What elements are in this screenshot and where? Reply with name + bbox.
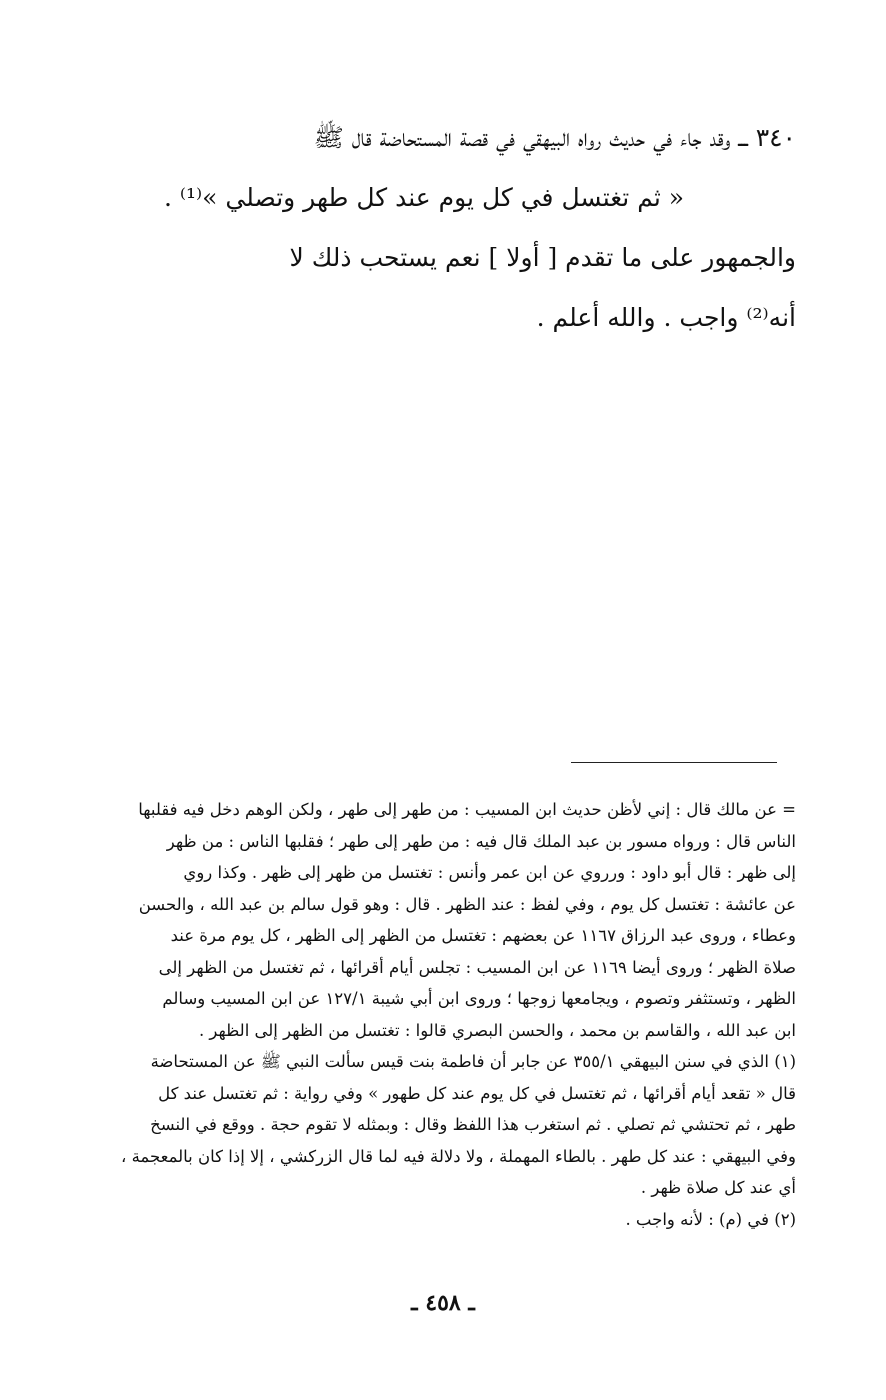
footnote-2: (٢) في (م) : لأنه واجب . bbox=[625, 1209, 796, 1229]
footnotes bbox=[92, 794, 796, 1235]
footnote-line: وفي البيهقي : عند كل طهر . بالطاء المهملة ، ولا دلالة فيه لما قال الزركشي ، إلا إذا كان بالمعجمة ، bbox=[121, 1146, 796, 1166]
footnote-line: عن عائشة : تغتسل كل يوم ، وفي لفظ : عند الظهر . قال : وهو قول سالم بن عبد الله ، والحسن bbox=[138, 894, 796, 914]
footnote-line: طهر ، ثم تحتشي ثم تصلي . ثم استغرب هذا اللفظ وقال : وبمثله لا تقوم حجة . ووقع في النسخ bbox=[150, 1115, 796, 1134]
main-line-2-quote: « ثم تغتسل في كل يوم عند كل طهر وتصلي »⁽¹⁾ . bbox=[163, 183, 685, 212]
footnote-line: الظهر ، وتستثفر وتصوم ، ويجامعها زوجها ؛ وروى ابن أبي شيبة ١٢٧/١ عن ابن المسيب وسالم bbox=[162, 989, 796, 1008]
footnote-divider bbox=[571, 762, 777, 763]
footnote-line: إلى ظهر : قال أبو داود : ورروي عن ابن عمر وأنس : تغتسل من ظهر إلى ظهر . وكذا روي bbox=[183, 863, 796, 882]
footnote-line: وعطاء ، وروى عبد الرزاق ١١٦٧ عن بعضهم : تغتسل من الظهر إلى الظهر ، كل يوم مرة عند bbox=[170, 926, 796, 945]
main-line-3: والجمهور على ما تقدم [ أولا ] نعم يستحب ذلك لا bbox=[289, 243, 796, 272]
footnote-line: ابن عبد الله ، والقاسم بن محمد ، والحسن البصري قالوا : تغتسل من الظهر إلى الظهر . bbox=[198, 1020, 796, 1040]
page-number: ـ ٤٥٨ ـ bbox=[411, 1290, 475, 1316]
main-line-4: أنه⁽²⁾ واجب . والله أعلم . bbox=[536, 303, 796, 332]
footnote-line: قال « تقعد أيام أقرائها ، ثم تغتسل في كل يوم عند كل طهور » وفي رواية : ثم تغتسل عند كل bbox=[158, 1083, 796, 1103]
main-line-1: ٣٤٠ ـــ وقد جاء في حديث رواه البيهقي في قصة المستحاضة قال ﷺ bbox=[313, 123, 796, 152]
footnote-line: صلاة الظهر ؛ وروى أيضا ١١٦٩ عن ابن المسيب : تجلس أيام أقرائها ، ثم تغتسل من الظهر إلى bbox=[158, 957, 796, 977]
footnote-1: (١) الذي في سنن البيهقي ٣٥٥/١ عن جابر أن فاطمة بنت قيس سألت النبي ﷺ عن المستحاضة bbox=[150, 1052, 796, 1071]
footnote-line: الناس قال : ورواه مسور بن عبد الملك قال فيه : من طهر إلى طهر ؛ فقلبها الناس : من ظهر bbox=[166, 831, 796, 851]
main-text bbox=[92, 108, 796, 348]
footnote-line: أي عند كل صلاة ظهر . bbox=[640, 1178, 796, 1197]
footnote-line: = عن مالك قال : إني لأظن حديث ابن المسيب : من طهر إلى طهر ، ولكن الوهم دخل فيه فقلبها bbox=[138, 800, 796, 819]
